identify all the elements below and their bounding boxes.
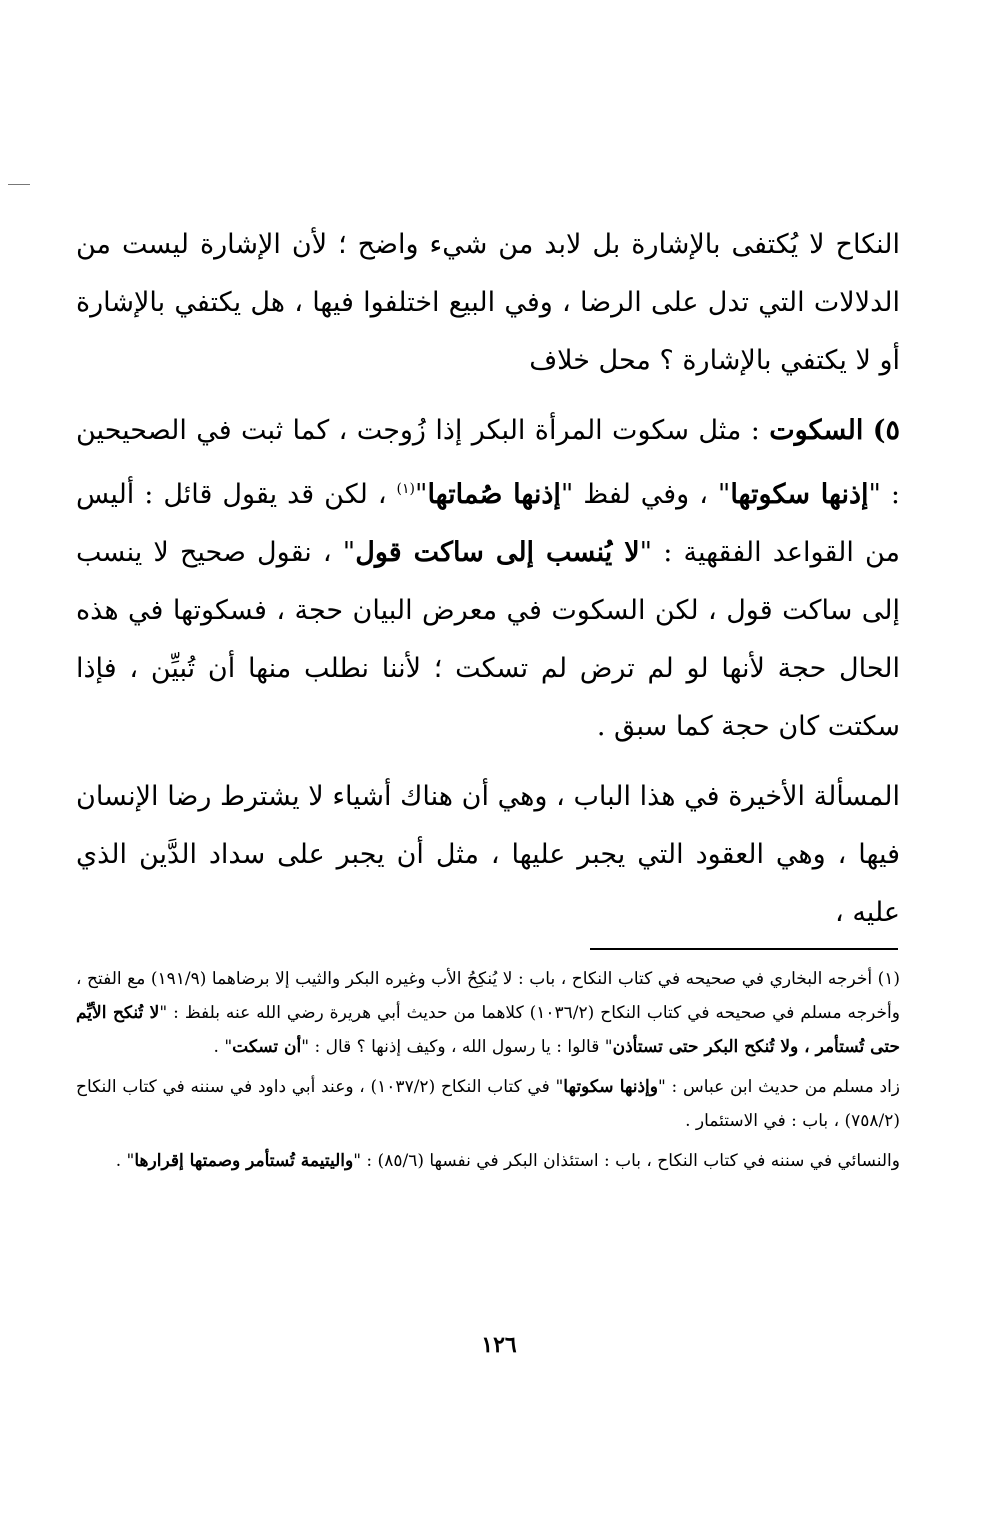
fn1-text-2: " قالوا : يا رسول الله ، وكيف إذنها ؟ قال : " [301,1037,613,1057]
fn2-quote: وإذنها سكوتها [563,1077,658,1097]
footnote-1-addition-1 [76,1070,900,1138]
item-term: السكوت [769,415,864,446]
p2-text-1: : مثل سكوت المرأة البكر إذا زُوجت ، كما ثبت في الصحيحين : " [76,415,900,510]
fn3-text-1: والنسائي في سننه في كتاب النكاح ، باب : استئذان البكر في نفسها (٨٥/٦) : " [353,1151,900,1171]
quote-3: لا يُنسب إلى ساكت قول [355,537,640,568]
p2-text-3: " [415,479,428,510]
fn2-text-2: " في كتاب النكاح (١٠٣٧/٢) ، وعند أبي داود في سننه في كتاب النكاح (٧٥٨/٢) ، باب : في الاستئمار . [76,1077,900,1131]
quote-1: إذنها سكوتها [730,479,869,510]
fn2-text-1: زاد مسلم من حديث ابن عباس : " [657,1077,900,1097]
footnote-ref[interactable]: (١) [396,481,416,497]
p2-text-5: " ، نقول صحيح لا ينسب إلى ساكت قول ، لكن السكوت في معرض البيان حجة ، فسكوتها في هذه الحال حجة لأنها لو لم ترض لم تسكت ؛ لأننا نطلب منها أن تُبيِّن ، فإذا سكتت كان حجة كما سبق . [76,537,900,742]
fn3-text-2: " . [115,1151,135,1171]
quote-2: إذنها صُماتها [427,479,561,510]
paragraph-1: النكاح لا يُكتفى بالإشارة بل لابد من شيء واضح ؛ لأن الإشارة ليست من الدلالات التي تدل على الرضا ، وفي البيع اختلفوا فيها ، هل يكتفي بالإشارة أو لا يكتفي بالإشارة ؟ محل خلاف [76,229,900,376]
footnote-separator [590,948,898,950]
fn3-quote: واليتيمة تُستأمر وصمتها إقرارها [134,1151,354,1171]
item-number: ٥) [872,415,900,446]
fn1-quote-2: أن تسكت [232,1037,302,1057]
page-number: ١٢٦ [481,1332,517,1358]
paragraph-3: المسألة الأخيرة في هذا الباب ، وهي أن هناك أشياء لا يشترط رضا الإنسان فيها ، وهي العقود التي يجبر عليها ، مثل أن يجبر على سداد الدَّين الذي عليه ، [76,781,900,928]
p2-text-2: " ، وفي لفظ " [560,479,731,510]
footnotes [76,962,900,1178]
footnote-1 [76,962,900,1064]
scan-mark [8,184,30,185]
fn1-text-1: (١) أخرجه البخاري في صحيحه في كتاب النكاح ، باب : لا يُنكِحُ الأب وغيره البكر والثيب إلا برضاهما (١٩١/٩) مع الفتح ، وأخرجه مسلم في صحيحه في كتاب النكاح (١٠٣٦/٢) كلاهما من حديث أبي هريرة رضي الله عنه بلفظ : " [76,969,901,1023]
paragraph-2 [76,402,900,756]
fn1-text-3: " . [213,1037,233,1057]
p2-text-4: ، لكن قد يقول قائل : أليس من القواعد الفقهية : " [76,479,901,568]
footnote-1-addition-2 [76,1144,900,1178]
fn1-quote-1: لا تُنكح الأيِّم حتى تُستأمر ، ولا تُنكح البكر حتى تستأذن [76,1003,900,1057]
main-text [76,216,900,942]
